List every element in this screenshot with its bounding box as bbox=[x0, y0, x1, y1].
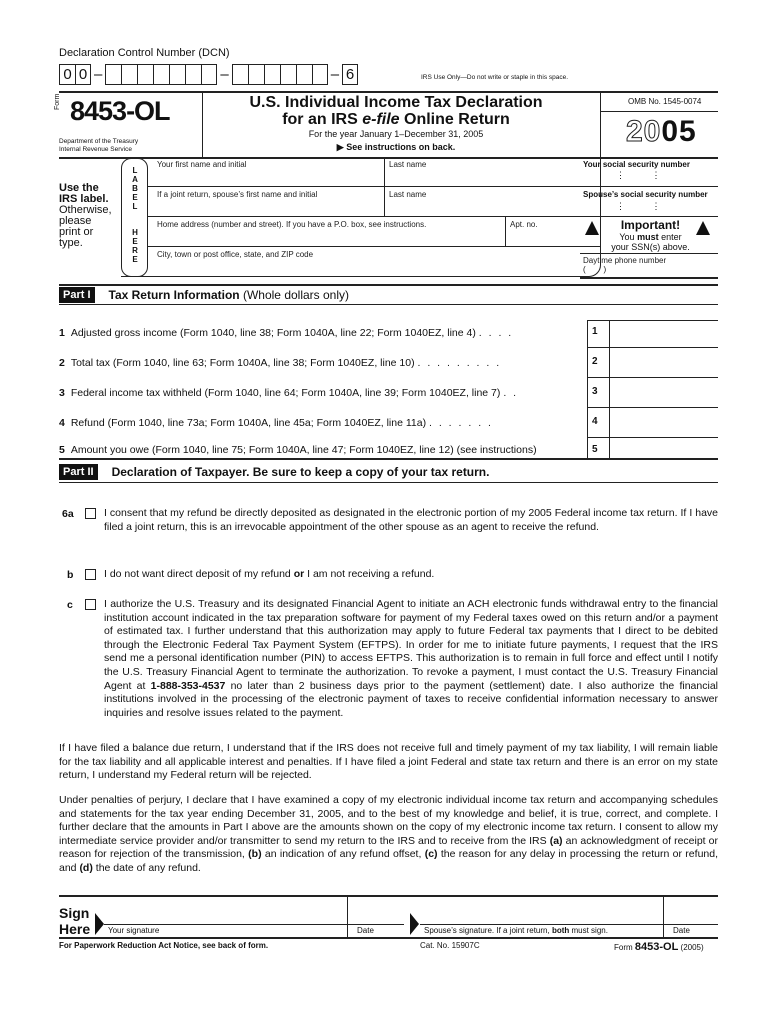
no-direct-deposit-checkbox[interactable] bbox=[85, 569, 96, 580]
last-name-input[interactable]: Last name bbox=[389, 160, 427, 169]
catalog-number: Cat. No. 15907C bbox=[420, 941, 480, 950]
balance-due-paragraph: If I have filed a balance due return, I understand that if the IRS does not receive full and timely payment of my tax liability, I will remain liable for the tax liability and all applicable interest and penalties. If I have filed a joint Federal and state tax return and there is an error on my state return, I understand my Federal return will be rejected. bbox=[59, 742, 718, 782]
spouse-signature-label bbox=[424, 926, 608, 935]
header-divider-left bbox=[202, 91, 203, 158]
leader-dots: . . . . bbox=[478, 327, 514, 339]
item-c-label: c bbox=[67, 599, 73, 611]
form-number: 8453-OL bbox=[70, 96, 170, 126]
agi-amount-input[interactable] bbox=[610, 321, 718, 347]
spouse-ssn-input[interactable]: ⋮ ⋮ bbox=[616, 201, 673, 211]
line-text: Total tax (Form 1040, line 63; Form 1040A, line 38; Form 1040EZ, line 10) bbox=[70, 357, 415, 369]
spouse-last-name-input[interactable]: Last name bbox=[389, 190, 427, 199]
here-letters: H E R E bbox=[132, 228, 138, 264]
sign-arrow-icon bbox=[410, 913, 419, 935]
label-rule bbox=[148, 186, 601, 187]
part1-header bbox=[59, 287, 349, 303]
line-number: 2 bbox=[59, 357, 65, 369]
use-label-line: Otherwise, bbox=[59, 204, 112, 216]
line-box-number: 4 bbox=[592, 416, 598, 427]
item-c-part: no later than 2 business days prior to the payment (settlement) date. I also authorize the financial institutions involved in the processing of the electronic payment of taxes to receive confidential information necessary to answer inquiries and resolve issues related to the payment. bbox=[104, 679, 718, 719]
dcn-box[interactable] bbox=[280, 64, 296, 85]
perjury-part: the date of any refund. bbox=[92, 861, 201, 874]
city-state-zip-input[interactable]: City, town or post office, state, and ZIP code bbox=[157, 250, 314, 259]
label-letters: L A B E L bbox=[132, 166, 138, 211]
leader-dots: . . . . . . . bbox=[429, 417, 493, 429]
title-part: Online Return bbox=[399, 111, 510, 128]
perjury-letter: (a) bbox=[549, 834, 563, 847]
first-name-input[interactable]: Your first name and initial bbox=[157, 160, 247, 169]
phone-bottom-rule bbox=[580, 277, 718, 279]
perjury-part: an indication of any refund offset, bbox=[261, 848, 425, 861]
phone-label: Daytime phone number bbox=[583, 256, 667, 265]
part2-title: Declaration of Taxpayer. Be sure to keep a copy of your tax return. bbox=[111, 465, 490, 479]
important-text bbox=[583, 232, 718, 242]
item-c-part: I authorize the U.S. Treasury and its designated Financial Agent to initiate an ACH electronic funds withdrawal entry to the financial institution account indicated in the tax preparation software for payment of my Federal taxes owed on this return and/or a payment of estimated tax. I further understand that this authorization may apply to future Federal tax payments that I direct to be debited through the Electronic Federal Tax Payment System (EFTPS). In order for me to initiate future payments, I request that the IRS send me a personal identification number (PIN) to access EFTPS. This authorization is to remain in full force and effect until I notify the U.S. Treasury Financial Agent to terminate the authorization. To revoke a payment, I must contact the U.S. Treasury Financial Agent at bbox=[104, 598, 718, 692]
part1-line bbox=[59, 357, 501, 369]
part2-top-rule bbox=[59, 458, 718, 460]
part1-tag: Part I bbox=[59, 287, 95, 303]
signature-top-rule bbox=[59, 895, 718, 897]
phone-input[interactable]: ( ) bbox=[583, 265, 607, 274]
date-label: Date bbox=[357, 926, 374, 935]
dcn-box[interactable] bbox=[201, 64, 217, 85]
title-part: for an IRS bbox=[282, 111, 363, 128]
dept-line: Internal Revenue Service bbox=[59, 146, 132, 153]
omb-number: OMB No. 1545-0074 bbox=[628, 97, 702, 106]
part1-line bbox=[59, 387, 518, 399]
dcn-box[interactable] bbox=[121, 64, 137, 85]
line-box-number: 3 bbox=[592, 386, 598, 397]
label-divider bbox=[384, 158, 385, 216]
item-6a-text: I consent that my refund be directly deposited as designated in the electronic portion of my 2005 Federal income tax return. If I have filed a joint return, this is an irrevocable appointment of the other spouse as an agent to receive the refund. bbox=[104, 507, 718, 533]
dcn-box[interactable] bbox=[185, 64, 201, 85]
paperwork-notice: For Paperwork Reduction Act Notice, see back of form. bbox=[59, 941, 269, 950]
label-rule bbox=[148, 216, 601, 217]
dcn-dash: – bbox=[330, 65, 340, 83]
signature-line bbox=[420, 924, 718, 925]
form-title-line2 bbox=[212, 111, 580, 129]
use-label-line: Use the bbox=[59, 182, 99, 194]
spouse-sig-both: both bbox=[551, 926, 570, 935]
sign-here bbox=[59, 905, 90, 937]
important-note bbox=[583, 218, 718, 252]
footer-form-id bbox=[614, 941, 704, 953]
item-b-part: I do not want direct deposit of my refund bbox=[104, 568, 294, 580]
part1-line bbox=[59, 327, 513, 339]
your-signature-field[interactable] bbox=[104, 898, 347, 924]
line-number: 4 bbox=[59, 417, 65, 429]
part1-title bbox=[109, 288, 350, 302]
spouse-sig-part: Spouse’s signature. If a joint return, bbox=[424, 926, 552, 935]
line-number: 5 bbox=[59, 444, 65, 456]
spouse-sig-part: must sign. bbox=[569, 926, 608, 935]
signature-bottom-rule bbox=[59, 937, 718, 939]
part1-title-note: (Whole dollars only) bbox=[239, 288, 350, 302]
irs-use-only-note: IRS Use Only—Do not write or staple in this space. bbox=[421, 74, 569, 81]
total-tax-amount-input[interactable] bbox=[610, 348, 718, 377]
title-efile: e-file bbox=[362, 111, 400, 128]
dcn-box[interactable] bbox=[105, 64, 121, 85]
your-signature-date-field[interactable] bbox=[348, 898, 404, 924]
label-rule bbox=[148, 246, 601, 247]
header-top-rule bbox=[59, 91, 718, 93]
item-b-part: I am not receiving a refund. bbox=[304, 568, 435, 580]
spouse-ssn-label: Spouse’s social security number bbox=[583, 190, 708, 199]
dcn-box[interactable] bbox=[248, 64, 264, 85]
refund-amount-input[interactable] bbox=[610, 408, 718, 437]
sign-arrow-icon bbox=[95, 913, 104, 935]
name-address-block bbox=[121, 158, 601, 277]
use-label-line: IRS label. bbox=[59, 193, 109, 205]
line-text: Amount you owe (Form 1040, line 75; Form 1040A, line 47; Form 1040EZ, line 12) (see instructions) bbox=[70, 444, 537, 456]
year-solid: 05 bbox=[661, 115, 697, 148]
your-ssn-label: Your social security number bbox=[583, 160, 690, 169]
apt-no-input[interactable]: Apt. no. bbox=[510, 220, 538, 229]
part2-header-rule bbox=[59, 482, 718, 483]
perjury-part: the reason for any delay in processing the return or refund, and bbox=[59, 848, 718, 874]
label-divider bbox=[505, 216, 506, 246]
amount-owed-input[interactable] bbox=[610, 438, 718, 458]
dcn-label: Declaration Control Number (DCN) bbox=[59, 47, 230, 59]
part1-top-rule bbox=[59, 284, 718, 286]
dcn-digit: 0 bbox=[59, 64, 75, 85]
spouse-signature-field[interactable] bbox=[420, 898, 663, 924]
item-b-text bbox=[104, 568, 718, 582]
ssn-rule bbox=[580, 216, 718, 217]
header-divider-right bbox=[600, 91, 601, 158]
dcn-digit: 6 bbox=[342, 64, 358, 85]
perjury-letter: (b) bbox=[248, 848, 262, 861]
year-outline: 20 bbox=[626, 115, 662, 148]
use-label-line: print or bbox=[59, 226, 94, 238]
item-6a-label: 6a bbox=[62, 508, 74, 520]
use-label-line: please bbox=[59, 215, 92, 227]
date-label: Date bbox=[673, 926, 690, 935]
part2-tag: Part II bbox=[59, 464, 98, 480]
see-instructions: ▶ See instructions on back. bbox=[336, 142, 456, 152]
treasury-phone-number: 1-888-353-4537 bbox=[150, 679, 226, 692]
line-number: 3 bbox=[59, 387, 65, 399]
home-address-input[interactable]: Home address (number and street). If you have a P.O. box, see instructions. bbox=[157, 220, 427, 229]
signature-line bbox=[104, 924, 404, 925]
dcn-dash: – bbox=[220, 65, 229, 83]
withheld-amount-input[interactable] bbox=[610, 378, 718, 407]
tax-year-line: For the year January 1–December 31, 2005 bbox=[308, 129, 484, 139]
part1-header-rule bbox=[59, 304, 718, 305]
tax-year bbox=[626, 115, 697, 149]
spouse-signature-date-field[interactable] bbox=[664, 898, 718, 924]
use-irs-label-note bbox=[59, 183, 112, 249]
leader-dots: . . bbox=[503, 387, 519, 399]
omb-rule bbox=[600, 111, 718, 112]
line-text: Federal income tax withheld (Form 1040, line 64; Form 1040A, line 39; Form 1040EZ, line 7) bbox=[70, 387, 501, 399]
important-must: must bbox=[637, 232, 659, 242]
perjury-declaration bbox=[59, 794, 718, 876]
dcn-field[interactable] bbox=[59, 63, 358, 85]
item-b-label: b bbox=[67, 569, 74, 581]
line-box-number: 2 bbox=[592, 356, 598, 367]
department bbox=[59, 138, 138, 154]
important-part: enter bbox=[658, 232, 682, 242]
dcn-box[interactable] bbox=[264, 64, 280, 85]
sign-word: Sign bbox=[59, 905, 90, 921]
leader-dots: . . . . . . . . . bbox=[417, 357, 502, 369]
part2-header bbox=[59, 464, 489, 480]
phone-rule bbox=[580, 253, 718, 254]
item-b-or: or bbox=[293, 568, 305, 580]
perjury-letter: (d) bbox=[79, 861, 93, 874]
eftps-authorization-checkbox[interactable] bbox=[85, 599, 96, 610]
direct-deposit-checkbox[interactable] bbox=[85, 508, 96, 519]
your-ssn-input[interactable]: ⋮ ⋮ bbox=[616, 170, 673, 180]
dcn-box[interactable] bbox=[232, 64, 248, 85]
dcn-dash: – bbox=[94, 65, 103, 83]
footer-form-number: 8453-OL bbox=[634, 941, 679, 953]
line-box-number: 1 bbox=[592, 326, 598, 337]
footer-form-year: (2005) bbox=[678, 943, 704, 952]
form-title-line1: U.S. Individual Income Tax Declaration bbox=[249, 94, 543, 111]
part1-line bbox=[59, 417, 493, 429]
here-word: Here bbox=[59, 921, 91, 937]
form-word: Form bbox=[54, 93, 61, 110]
use-label-line: type. bbox=[59, 237, 83, 249]
ssn-rule bbox=[580, 186, 718, 187]
perjury-part: an acknowledgment of receipt or reason for rejection of the transmission, bbox=[59, 834, 718, 861]
dcn-box[interactable] bbox=[153, 64, 169, 85]
spouse-first-name-input[interactable]: If a joint return, spouse’s first name and initial bbox=[157, 190, 318, 199]
important-text: your SSN(s) above. bbox=[611, 242, 690, 252]
dcn-box[interactable] bbox=[312, 64, 328, 85]
perjury-letter: (c) bbox=[424, 848, 438, 861]
part1-title-text: Tax Return Information bbox=[108, 288, 240, 302]
line-box-number: 5 bbox=[592, 444, 598, 455]
line-text: Adjusted gross income (Form 1040, line 38; Form 1040A, line 22; Form 1040EZ, line 4) bbox=[70, 327, 476, 339]
footer-form-word: Form bbox=[614, 943, 635, 952]
line-number: 1 bbox=[59, 327, 65, 339]
part1-line bbox=[59, 444, 537, 456]
dept-line: Department of the Treasury bbox=[59, 138, 139, 145]
your-signature-label: Your signature bbox=[108, 926, 160, 935]
dcn-box[interactable] bbox=[137, 64, 153, 85]
dcn-digit: 0 bbox=[75, 64, 91, 85]
important-heading: Important! bbox=[620, 218, 681, 232]
dcn-box[interactable] bbox=[296, 64, 312, 85]
dcn-box[interactable] bbox=[169, 64, 185, 85]
perjury-part: Under penalties of perjury, I declare that I have examined a copy of my electronic individual income tax return and accompanying schedules and statements for the tax year ending December 31, 2005, and to the best of my knowledge and belief, it is true, correct, and complete. I further declare that the amounts in Part I above are the amounts shown on the copy of my electronic income tax return. I consent to allow my intermediate service provider and/or transmitter to send my return to the IRS and to receive from the IRS bbox=[59, 794, 718, 847]
important-part: You bbox=[619, 232, 638, 242]
item-c-text bbox=[104, 598, 718, 720]
line-text: Refund (Form 1040, line 73a; Form 1040A, line 45a; Form 1040EZ, line 11a) bbox=[70, 417, 427, 429]
